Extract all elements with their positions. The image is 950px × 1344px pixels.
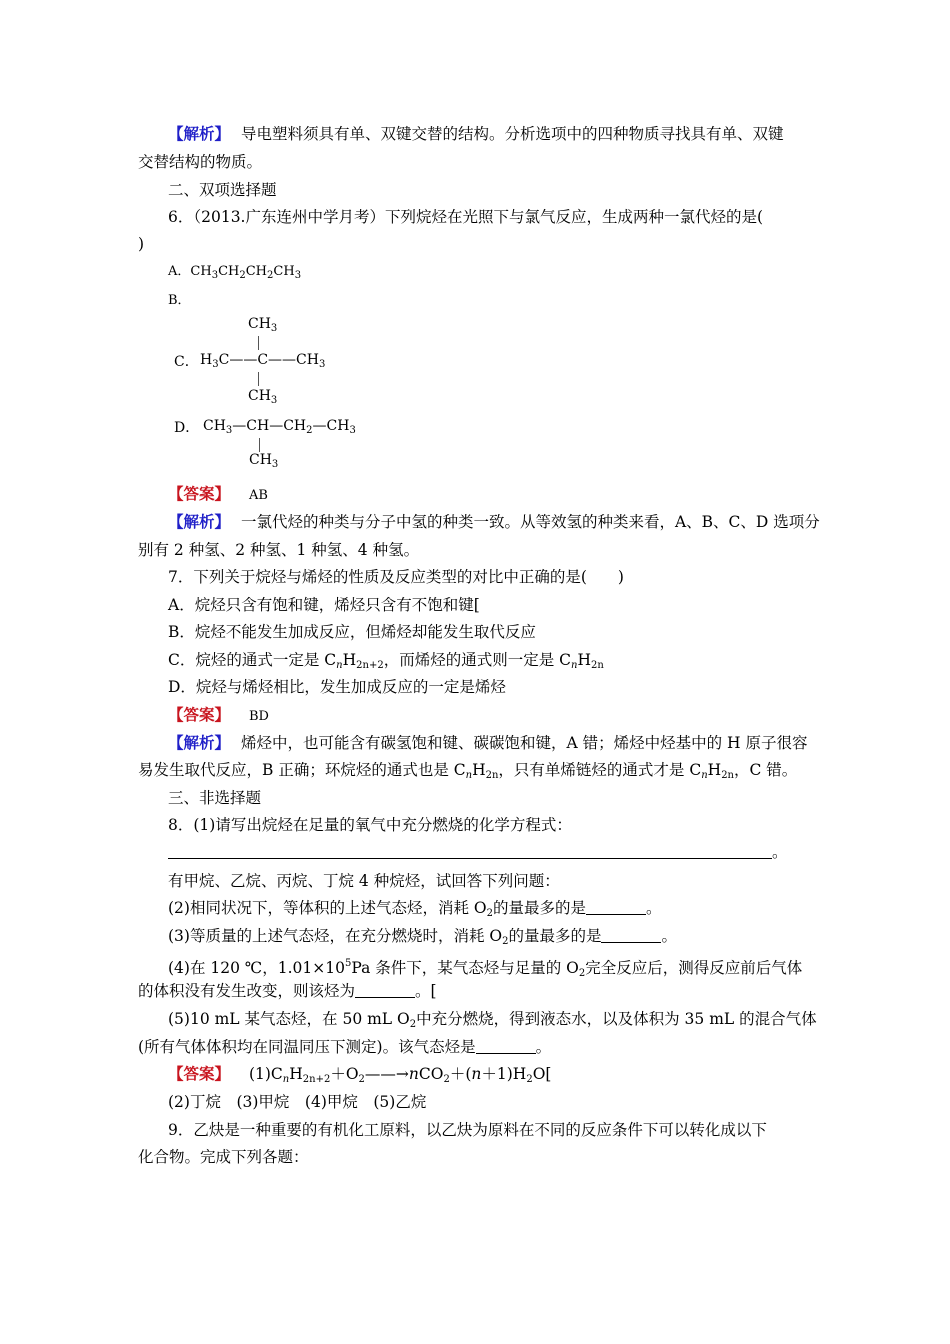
analysis-text: 烯烃中，也可能含有碳氢饱和键、碳碳饱和键，A 错；烯烃中烃基中的 H 原子很容: [240, 734, 808, 752]
answer-tag: 【答案】: [168, 705, 231, 724]
bond-line: [258, 372, 259, 386]
q8-intro: 有甲烷、乙烷、丙烷、丁烷 4 种烷烃，试回答下列问题：: [168, 872, 560, 890]
q8-answer-cont: (2)丁烷 (3)甲烷 (4)甲烷 (5)乙烷: [168, 1093, 427, 1111]
analysis-tag: 【解析】: [168, 124, 231, 143]
answer-value: BD: [248, 709, 269, 724]
q7-analysis-cont: 易发生取代反应，B 正确；环烷烃的通式也是 $C_nH_{2n}$，只有单烯链烃的通式才是 $C_nH_{2n}$，C 错。: [138, 761, 798, 781]
answer-blank[interactable]: [601, 928, 661, 943]
analysis-text: 导电塑料须具有单、双键交替的结构。分析选项中的四种物质寻找具有单、双键: [240, 125, 784, 143]
answer-value: AB: [248, 488, 268, 503]
answer-tag: 【答案】: [168, 484, 231, 503]
q6-analysis: [168, 512, 820, 532]
q8-part1: 8．(1)请写出烷烃在足量的氧气中充分燃烧的化学方程式：: [168, 816, 572, 834]
q6-stem: 6．（2013.广东连州中学月考）下列烷烃在光照下与氯气反应，生成两种一氯代烃的是(: [168, 208, 764, 226]
q6-option-d-label: D．: [174, 420, 200, 436]
q6-option-a: A．$CH_3CH_2CH_2CH_3$: [168, 264, 302, 281]
q7-option-c: C．烷烃的通式一定是 $C_nH_{2n+2}$，而烯烃的通式则一定是 $C_nH_{2n}$: [168, 651, 604, 671]
analysis-text: 一氯代烃的种类与分子中氢的种类一致。从等效氢的种类来看，A、B、C、D 选项分: [240, 513, 820, 531]
q6-stem-cont: ): [138, 235, 145, 253]
answer-tag: 【答案】: [168, 1064, 231, 1083]
bond-line: [258, 336, 259, 350]
q6-option-d-structure: $CH_3—CH—CH_2—CH_3$ $CH_3$: [203, 418, 356, 470]
q8-part1-blank-line: 。: [168, 842, 788, 862]
q7-analysis: [168, 733, 807, 753]
answer-equation: $(1)C_nH_{2n+2}+O_2——\to nCO_2+(n+1)H_2O$[: [248, 1065, 552, 1085]
q8-part4-cont: 的体积没有发生改变，则该烃为 。[: [138, 982, 437, 1000]
q6-option-c-label: C．: [174, 354, 199, 370]
section-heading-3: 三、非选择题: [168, 789, 262, 807]
q8-part5: (5)10 mL 某气态烃，在 50 mL $O_2$中充分燃烧，得到液态水，以及体积为 35 mL 的混合气体: [168, 1010, 817, 1030]
q7-answer: [168, 705, 269, 727]
section-heading-2: 二、双项选择题: [168, 181, 277, 199]
answer-blank[interactable]: [586, 900, 646, 915]
q7-option-d: D．烷烃与烯烃相比，发生加成反应的一定是烯烃: [168, 678, 506, 696]
q8-part3: (3)等质量的上述气态烃，在充分燃烧时，消耗 $O_2$的量最多的是 。: [168, 927, 677, 947]
q6-option-b: B．: [168, 293, 191, 308]
q7-stem: 7．下列关于烷烃与烯烃的性质及反应类型的对比中正确的是( ): [168, 568, 624, 586]
answer-blank[interactable]: [168, 844, 772, 859]
q8-part5-cont: (所有气体体积均在同温同压下测定)。该气态烃是 。: [138, 1038, 552, 1056]
analysis-line: [168, 124, 783, 144]
analysis-tag: 【解析】: [168, 733, 231, 752]
q8-part4: (4)在 120 ℃，$1.01\times 10^5Pa$ 条件下，某气态烃与足量的 $O_2$完全反应后，测得反应前后气体: [168, 958, 803, 979]
q7-option-b: B．烷烃不能发生加成反应，但烯烃却能发生取代反应: [168, 623, 536, 641]
q8-part2: (2)相同状况下，等体积的上述气态烃，消耗 $O_2$的量最多的是 。: [168, 899, 662, 919]
q9-stem: 9．乙炔是一种重要的有机化工原料，以乙炔为原料在不同的反应条件下可以转化成以下: [168, 1121, 767, 1139]
analysis-tag: 【解析】: [168, 512, 231, 531]
q6-answer: [168, 484, 268, 506]
q8-answer: [168, 1064, 551, 1090]
analysis-cont: 交替结构的物质。: [138, 153, 263, 171]
q6-option-c-structure: $CH_3$ $H_3C——C——CH_3$ $CH_3$: [200, 316, 326, 406]
q9-stem-cont: 化合物。完成下列各题：: [138, 1148, 309, 1166]
q6-analysis-cont: 别有 2 种氢、2 种氢、1 种氢、4 种氢。: [138, 541, 420, 559]
q7-option-a: A．烷烃只含有饱和键，烯烃只含有不饱和键[: [168, 596, 480, 614]
answer-blank[interactable]: [355, 983, 415, 998]
answer-blank[interactable]: [476, 1039, 536, 1054]
bond-line: [259, 438, 260, 452]
